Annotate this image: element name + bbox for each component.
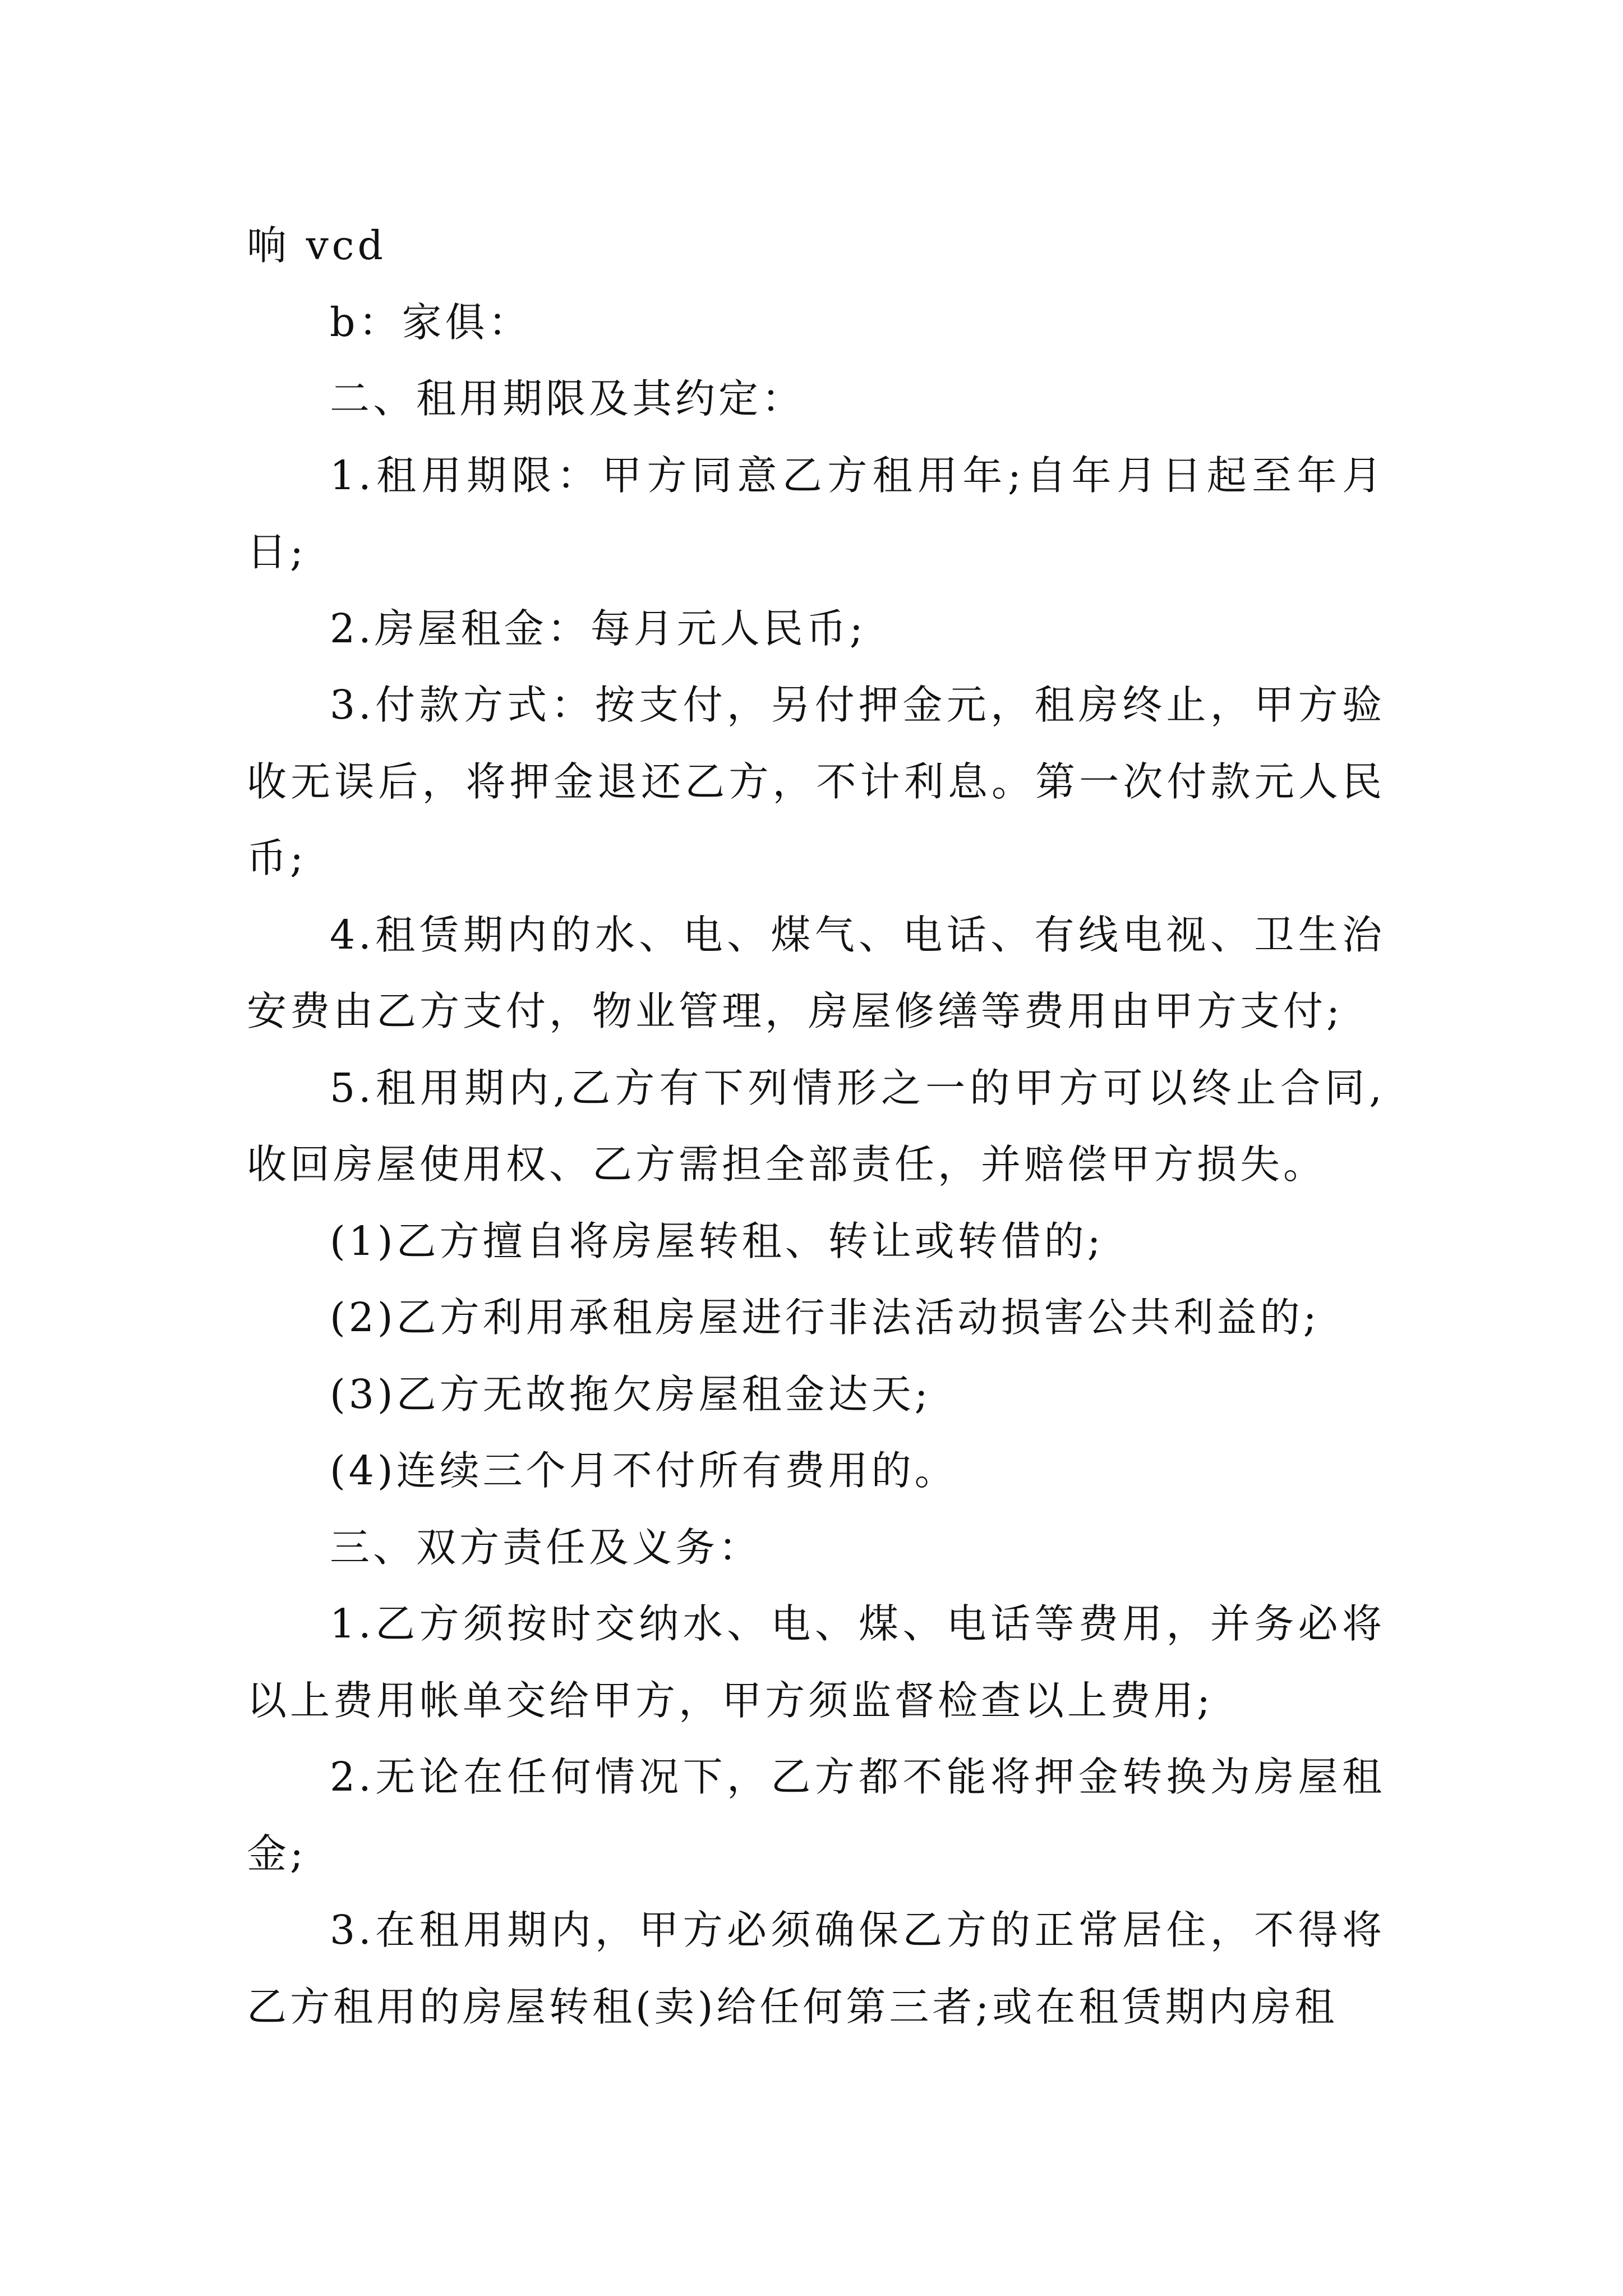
obligation-1: 1.乙方须按时交纳水、电、煤、电话等费用，并务必将以上费用帐单交给甲方，甲方须监督检查以上费用; [247,1600,1385,1724]
paragraph-furniture: b：家俱： [330,298,532,346]
document-body [247,208,1385,2045]
paragraph-continuation: 响 vcd [247,222,386,269]
termination-item-1: (1)乙方擅自将房屋转租、转让或转借的; [330,1217,1104,1264]
termination-item-4: (4)连续三个月不付所有费用的。 [330,1447,958,1494]
section-heading-term: 二、租用期限及其约定： [330,375,805,422]
section-heading-obligations: 三、双方责任及义务： [330,1524,762,1571]
clause-rent: 2.房屋租金：每月元人民币; [330,605,866,652]
obligation-2: 2.无论在任何情况下，乙方都不能将押金转换为房屋租金; [247,1754,1385,1877]
clause-termination: 5.租用期内,乙方有下列情形之一的甲方可以终止合同,收回房屋使用权、乙方需担全部责任，并赔偿甲方损失。 [247,1064,1385,1188]
clause-rental-period: 1.租用期限：甲方同意乙方租用年;自年月日起至年月日; [247,452,1385,575]
clause-payment: 3.付款方式：按支付，另付押金元，租房终止，甲方验收无误后，将押金退还乙方，不计利息。第一次付款元人民币; [247,682,1385,881]
termination-item-3: (3)乙方无故拖欠房屋租金达天; [330,1370,932,1418]
obligation-3: 3.在租用期内，甲方必须确保乙方的正常居住，不得将乙方租用的房屋转租(卖)给任何第三者;或在租赁期内房租 [247,1907,1385,2030]
termination-item-2: (2)乙方利用承租房屋进行非法活动损害公共利益的; [330,1294,1320,1341]
clause-utilities: 4.租赁期内的水、电、煤气、电话、有线电视、卫生治安费由乙方支付，物业管理，房屋修缮等费用由甲方支付; [247,911,1385,1034]
